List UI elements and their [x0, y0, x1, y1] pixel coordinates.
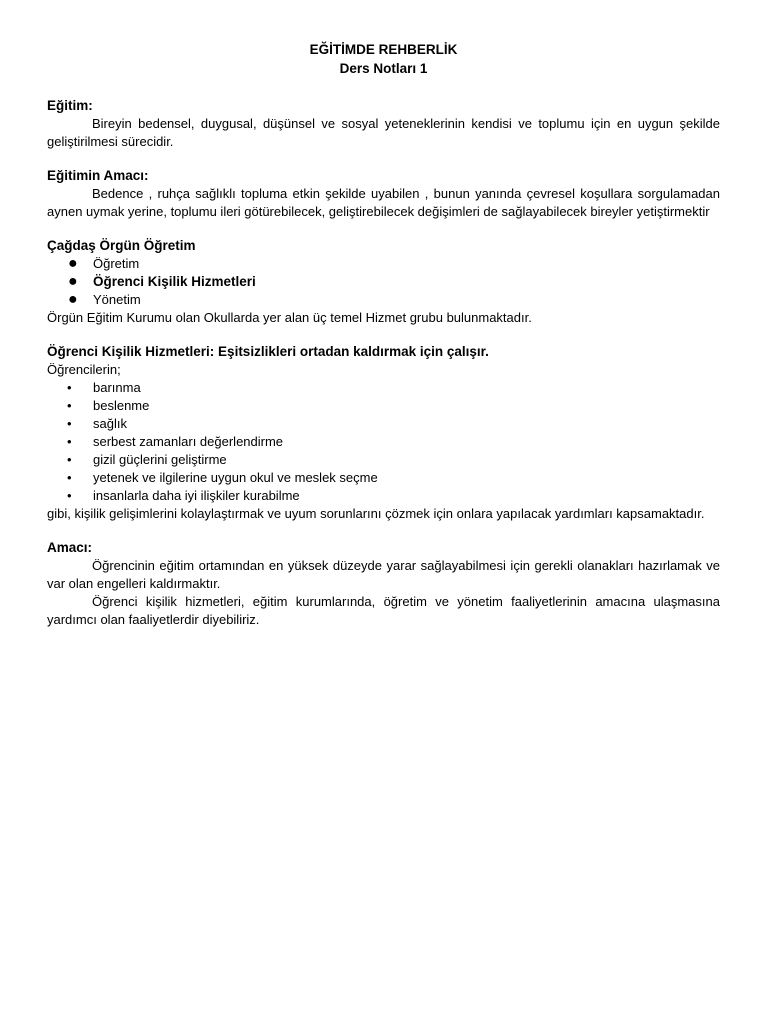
list-item-label: gizil güçlerini geliştirme [93, 452, 227, 467]
heading-egitim: Eğitim: [47, 98, 93, 113]
title-line-1: EĞİTİMDE REHBERLİK [309, 42, 458, 57]
bullet-icon: • [67, 488, 72, 503]
list-item-label: Öğrenci Kişilik Hizmetleri [93, 274, 256, 289]
list-item [47, 255, 720, 273]
title-line-2: Ders Notları 1 [339, 61, 428, 76]
cagdas-service-list [47, 255, 720, 309]
list-item [47, 379, 720, 397]
ogrenci-kisilik-outro: gibi, kişilik gelişimlerini kolaylaştırmak ve uyum sorunlarını çözmek için onlara yapılacak yardımları kapsamaktadır. [47, 506, 705, 521]
amaci-text-2: Öğrenci kişilik hizmetleri, eğitim kurumlarında, öğretim ve yönetim faaliyetlerinin amacına ulaşmasına yardımcı olan faaliyetlerdir diyebiliriz. [47, 594, 720, 627]
list-item [47, 415, 720, 433]
list-item [47, 291, 720, 309]
list-item-label: beslenme [93, 398, 150, 413]
list-item-label: Yönetim [93, 292, 141, 307]
list-item-label: barınma [93, 380, 141, 395]
amaci-text-1: Öğrencinin eğitim ortamından en yüksek düzeyde yarar sağlayabilmesi için gerekli olanakları hazırlamak ve var olan engelleri kaldırmaktır. [47, 558, 720, 591]
heading-egitimin-amaci: Eğitimin Amacı: [47, 168, 149, 183]
list-item [47, 397, 720, 415]
egitimin-amaci-text: Bedence , ruhça sağlıklı topluma etkin şekilde uyabilen , bunun yanında çevresel koşullara sorgulamadan aynen uymak yerine, toplumu ileri götürebilecek, geliştirebilecek değişimleri de sağlayabilecek bireyler yetiştirmektir [47, 186, 720, 219]
list-item-label: serbest zamanları değerlendirme [93, 434, 284, 449]
list-item [47, 433, 720, 451]
bullet-icon: • [67, 398, 72, 413]
bullet-icon: ● [68, 291, 78, 308]
list-item-label: yetenek ve ilgilerine uygun okul ve meslek seçme [93, 470, 378, 485]
document-title [47, 40, 720, 78]
document-page [47, 40, 720, 629]
list-item-label: insanlarla daha iyi ilişkiler kurabilme [93, 488, 300, 503]
list-item [47, 273, 720, 291]
bullet-icon: ● [68, 273, 78, 290]
list-item [47, 487, 720, 505]
egitim-definition: Bireyin bedensel, duygusal, düşünsel ve sosyal yeteneklerinin kendisi ve toplumu için en uygun şekilde geliştirilmesi sürecidir. [47, 116, 720, 149]
bullet-icon: ● [68, 255, 78, 272]
heading-amaci: Amacı: [47, 540, 93, 555]
list-item [47, 469, 720, 487]
bullet-icon: • [67, 470, 72, 485]
heading-cagdas-orgun-ogretim: Çağdaş Örgün Öğretim [47, 238, 196, 253]
heading-ogrenci-kisilik-hizmetleri: Öğrenci Kişilik Hizmetleri: Eşitsizlikleri ortadan kaldırmak için çalışır. [47, 344, 489, 359]
ogrenci-kisilik-intro: Öğrencilerin; [47, 362, 121, 377]
bullet-icon: • [67, 380, 72, 395]
bullet-icon: • [67, 434, 72, 449]
bullet-icon: • [67, 452, 72, 467]
cagdas-summary-text: Örgün Eğitim Kurumu olan Okullarda yer alan üç temel Hizmet grubu bulunmaktadır. [47, 310, 532, 325]
bullet-icon: • [67, 416, 72, 431]
list-item-label: Öğretim [93, 256, 140, 271]
list-item [47, 451, 720, 469]
list-item-label: sağlık [93, 416, 127, 431]
ogrenci-needs-list [47, 379, 720, 505]
